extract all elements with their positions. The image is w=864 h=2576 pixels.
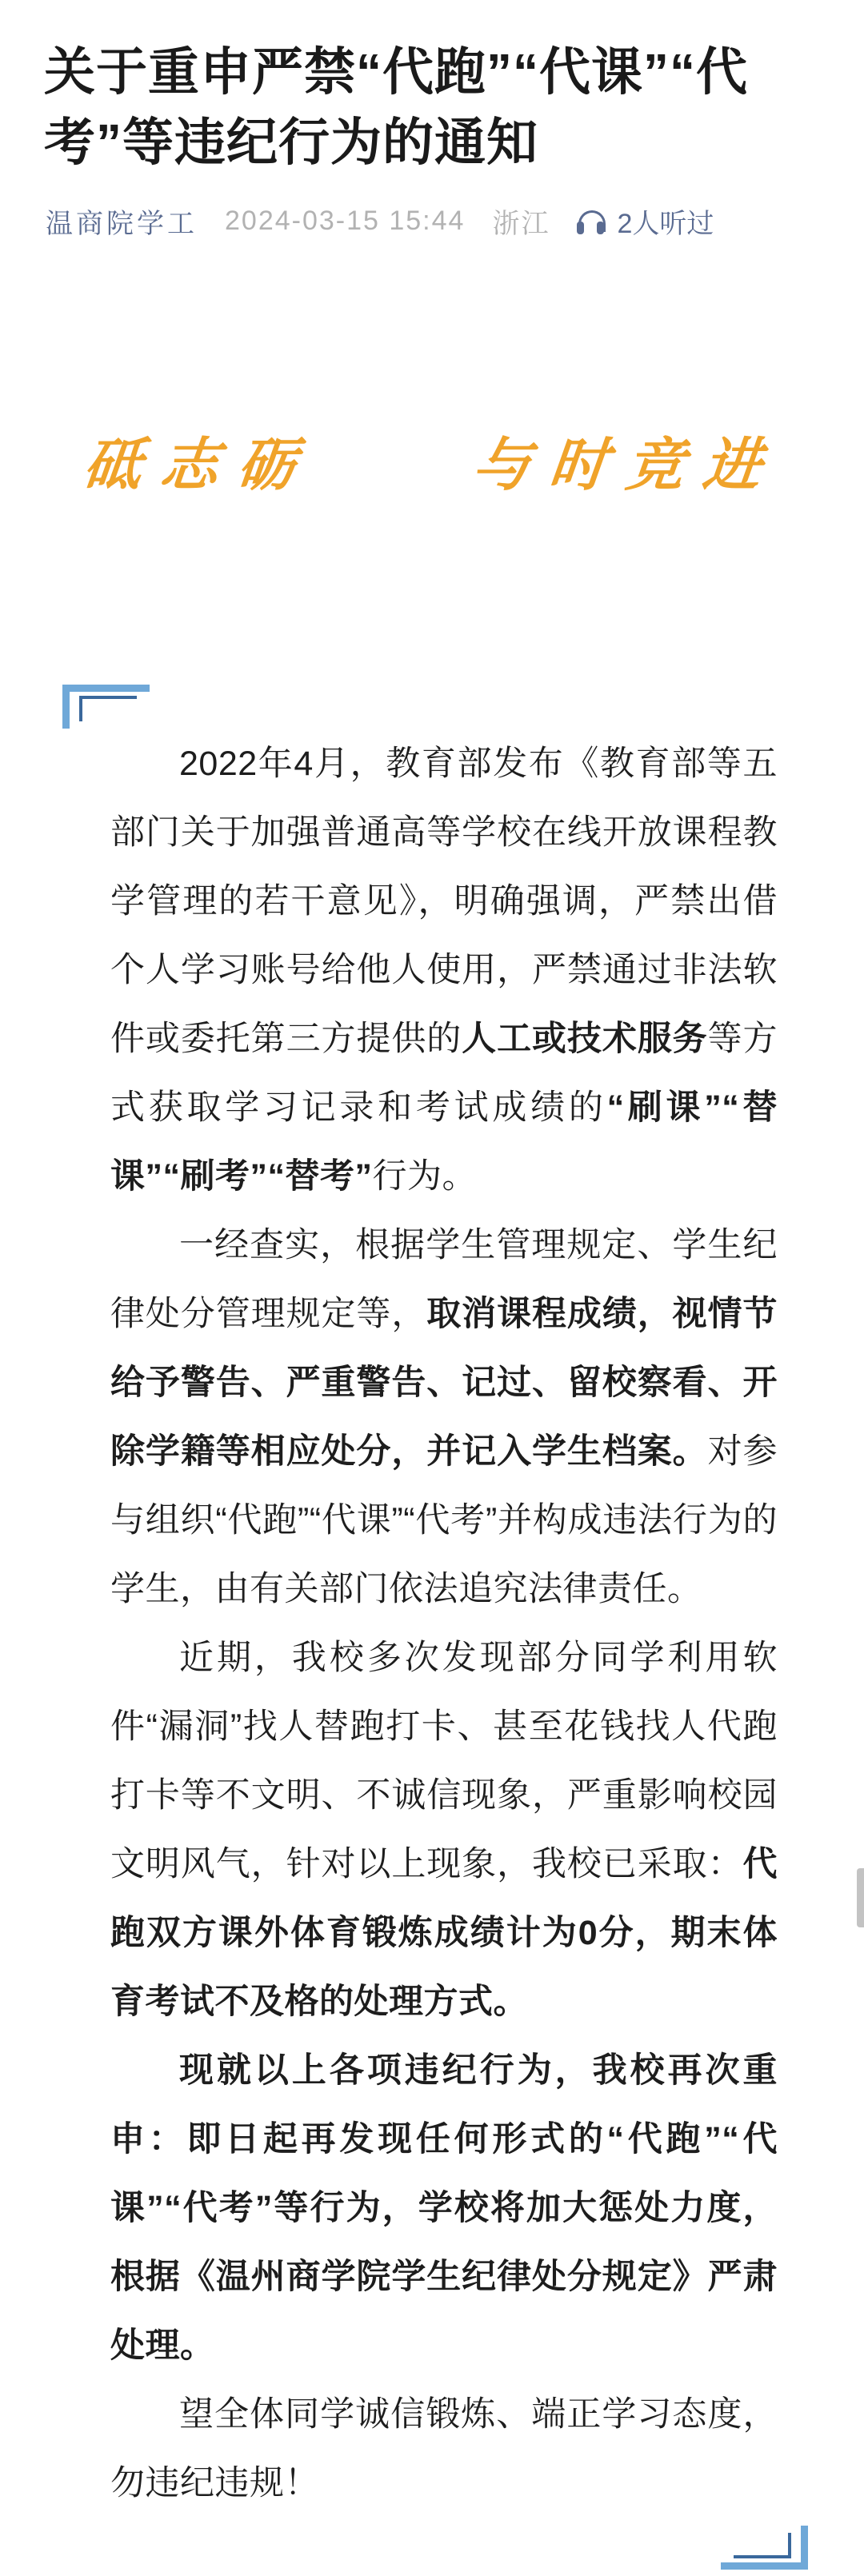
text-segment: 对参与组织“代跑”“代课”“代考”并构成违法行为的学生，由有关部门依法追究法律责任。 bbox=[110, 1432, 778, 1608]
calligraphy-right-text: 与时竞进 bbox=[469, 433, 784, 497]
text-segment-bold: 代跑双方课外体育锻炼成绩计为0分，期末体育考试不及格的处理方式。 bbox=[110, 1845, 778, 2021]
text-segment-bold: “刷课”“替课”“刷考”“替考” bbox=[110, 1088, 778, 1196]
article-body bbox=[110, 676, 778, 2518]
text-segment: 行为。 bbox=[372, 1157, 477, 1196]
scrollbar-thumb[interactable] bbox=[857, 1868, 864, 1927]
text-segment-bold: 取消课程成绩，视情节给予警告、严重警告、记过、留校察看、开除学籍等相应处分，并记入学生档案。 bbox=[110, 1295, 778, 1471]
quote-close-decoration bbox=[721, 2526, 808, 2570]
listen-count: 2人听过 bbox=[617, 209, 714, 239]
text-segment: 2022年4月，教育部发布《教育部等五部门关于加强普通高等学校在线开放课程教学管理的若干意见》，明确强调，严禁出借个人学习账号给他人使用，严禁通过非法软件或委托第三方提供的 bbox=[110, 745, 778, 1058]
paragraph bbox=[110, 729, 778, 1211]
text-segment: 望全体同学诚信锻炼、端正学习态度，勿违纪违规！ bbox=[110, 2395, 778, 2502]
article-title: 关于重申严禁“代跑”“代课”“代考”等违纪行为的通知 bbox=[44, 43, 748, 171]
meta-row bbox=[46, 202, 714, 241]
paragraph bbox=[110, 2380, 778, 2518]
text-segment: 一经查实，根据学生管理规定、学生纪律处分管理规定等， bbox=[110, 1226, 778, 1333]
publish-datetime: 2024-03-15 15:44 bbox=[225, 206, 466, 236]
text-segment: 等方式获取学习记录和考试成绩的 bbox=[110, 1020, 778, 1127]
text-segment-bold: 现就以上各项违纪行为，我校再次重申：即日起再发现任何形式的“代跑”“代课”“代考”等行为，学校将加大惩处力度，根据《温州商学院学生纪律处分规定》严肃处理。 bbox=[110, 2051, 778, 2365]
paragraph bbox=[110, 2036, 778, 2380]
publish-location: 浙江 bbox=[492, 209, 550, 239]
text-segment: 近期，我校多次发现部分同学利用软件“漏洞”找人替跑打卡、甚至花钱找人代跑打卡等不文明、不诚信现象，严重影响校园文明风气，针对以上现象，我校已采取： bbox=[110, 1639, 778, 1883]
paragraph bbox=[110, 1623, 778, 2036]
text-segment-bold: 人工或技术服务 bbox=[462, 1020, 708, 1058]
account-link[interactable]: 温商院学工 bbox=[46, 209, 198, 239]
listen-link[interactable] bbox=[577, 202, 714, 241]
paragraph bbox=[110, 1211, 778, 1623]
calligraphy-banner bbox=[80, 432, 784, 499]
calligraphy-left-text: 砥志砺 bbox=[80, 433, 318, 497]
headphones-icon bbox=[577, 209, 607, 234]
